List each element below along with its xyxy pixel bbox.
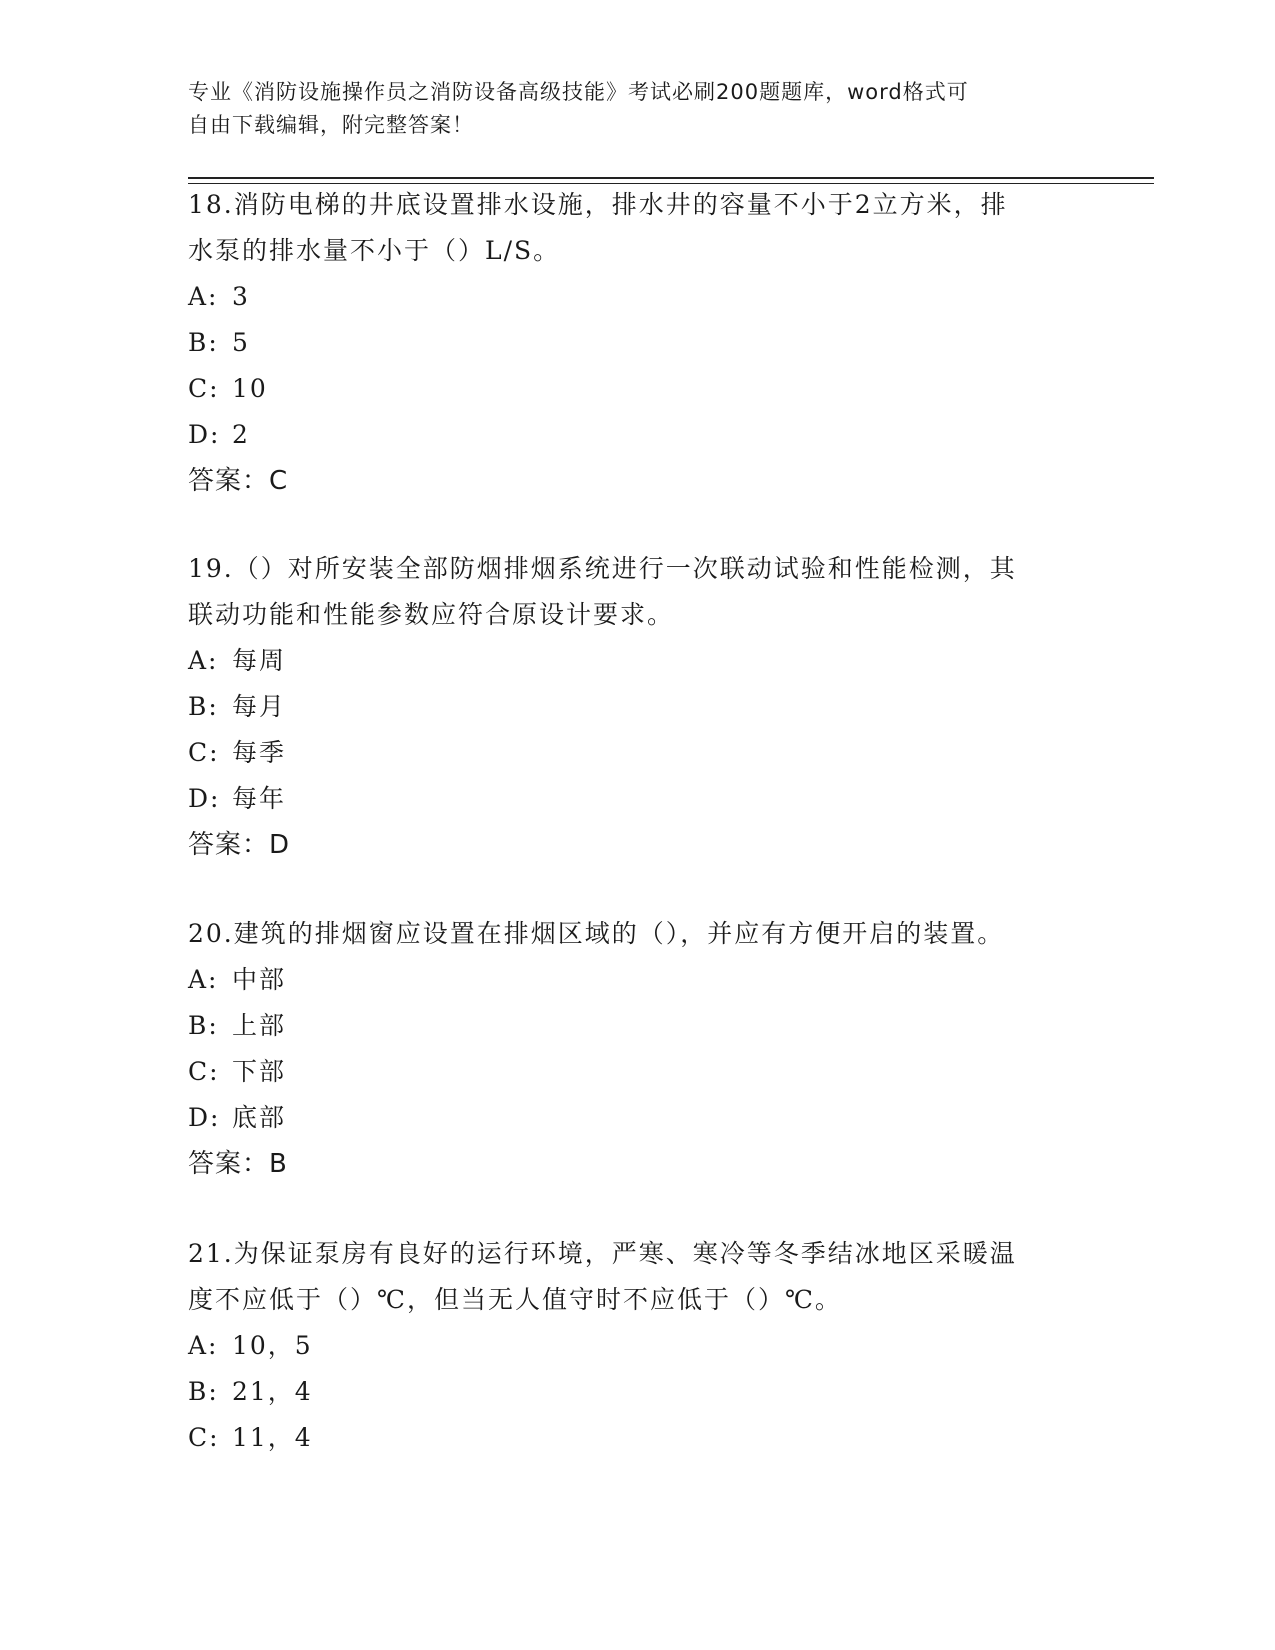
option-value: 底部 xyxy=(232,1103,287,1132)
option-key: C: xyxy=(188,1057,220,1086)
option-b xyxy=(188,1369,1088,1415)
question-text-line-1: 20.建筑的排烟窗应设置在排烟区域的（），并应有方便开启的装置。 xyxy=(188,919,1005,948)
option-key: B: xyxy=(188,328,219,357)
option-c xyxy=(188,1049,1088,1095)
header-line-1: 专业《消防设施操作员之消防设备高级技能》考试必刷200题题库，word格式可 xyxy=(188,80,969,104)
option-key: A: xyxy=(188,965,219,994)
option-value: 10 xyxy=(232,374,268,403)
option-value: 下部 xyxy=(232,1057,287,1086)
option-value: 2 xyxy=(232,420,250,449)
option-c xyxy=(188,366,1088,412)
option-key: A: xyxy=(188,646,219,675)
question-text-line-1: 19.（）对所安装全部防烟排烟系统进行一次联动试验和性能检测，其 xyxy=(188,554,1017,583)
header-divider-thick xyxy=(188,177,1154,179)
option-d xyxy=(188,1095,1088,1141)
option-a xyxy=(188,274,1088,320)
option-c xyxy=(188,1415,1088,1461)
option-key: B: xyxy=(188,1377,219,1406)
question-text-line-1: 18.消防电梯的井底设置排水设施，排水井的容量不小于2立方米，排 xyxy=(188,190,1008,219)
option-a xyxy=(188,638,1088,684)
option-value: 每年 xyxy=(232,784,287,813)
question-21 xyxy=(188,1231,1088,1461)
option-key: C: xyxy=(188,374,220,403)
option-d xyxy=(188,776,1088,822)
question-19 xyxy=(188,546,1088,868)
option-value: 每周 xyxy=(232,646,287,675)
answer-line: 答案：D xyxy=(188,830,291,860)
option-key: D: xyxy=(188,784,221,813)
option-key: A: xyxy=(188,282,219,311)
option-value: 10，5 xyxy=(232,1331,313,1360)
option-key: C: xyxy=(188,1423,220,1452)
option-key: B: xyxy=(188,692,219,721)
option-a xyxy=(188,1323,1088,1369)
document-header xyxy=(188,76,1068,142)
question-text-line-2: 度不应低于（）℃，但当无人值守时不应低于（）℃。 xyxy=(188,1285,842,1314)
option-b xyxy=(188,320,1088,366)
option-value: 11，4 xyxy=(232,1423,313,1452)
option-value: 上部 xyxy=(232,1011,287,1040)
option-key: D: xyxy=(188,420,221,449)
option-key: D: xyxy=(188,1103,221,1132)
answer-line: 答案：C xyxy=(188,466,289,496)
option-value: 每月 xyxy=(232,692,287,721)
question-text-line-2: 水泵的排水量不小于（）L/S。 xyxy=(188,236,561,265)
option-a xyxy=(188,957,1088,1003)
option-b xyxy=(188,684,1088,730)
question-18 xyxy=(188,182,1088,504)
question-20 xyxy=(188,911,1088,1187)
option-key: C: xyxy=(188,738,220,767)
option-value: 3 xyxy=(232,282,250,311)
question-text-line-2: 联动功能和性能参数应符合原设计要求。 xyxy=(188,600,675,629)
option-b xyxy=(188,1003,1088,1049)
option-key: B: xyxy=(188,1011,219,1040)
option-value: 21，4 xyxy=(232,1377,313,1406)
option-value: 每季 xyxy=(232,738,287,767)
option-key: A: xyxy=(188,1331,219,1360)
option-d xyxy=(188,412,1088,458)
header-line-2: 自由下载编辑，附完整答案！ xyxy=(188,113,474,137)
answer-line: 答案：B xyxy=(188,1149,288,1179)
option-value: 中部 xyxy=(232,965,287,994)
question-text-line-1: 21.为保证泵房有良好的运行环境，严寒、寒冷等冬季结冰地区采暖温 xyxy=(188,1239,1017,1268)
option-value: 5 xyxy=(232,328,250,357)
option-c xyxy=(188,730,1088,776)
